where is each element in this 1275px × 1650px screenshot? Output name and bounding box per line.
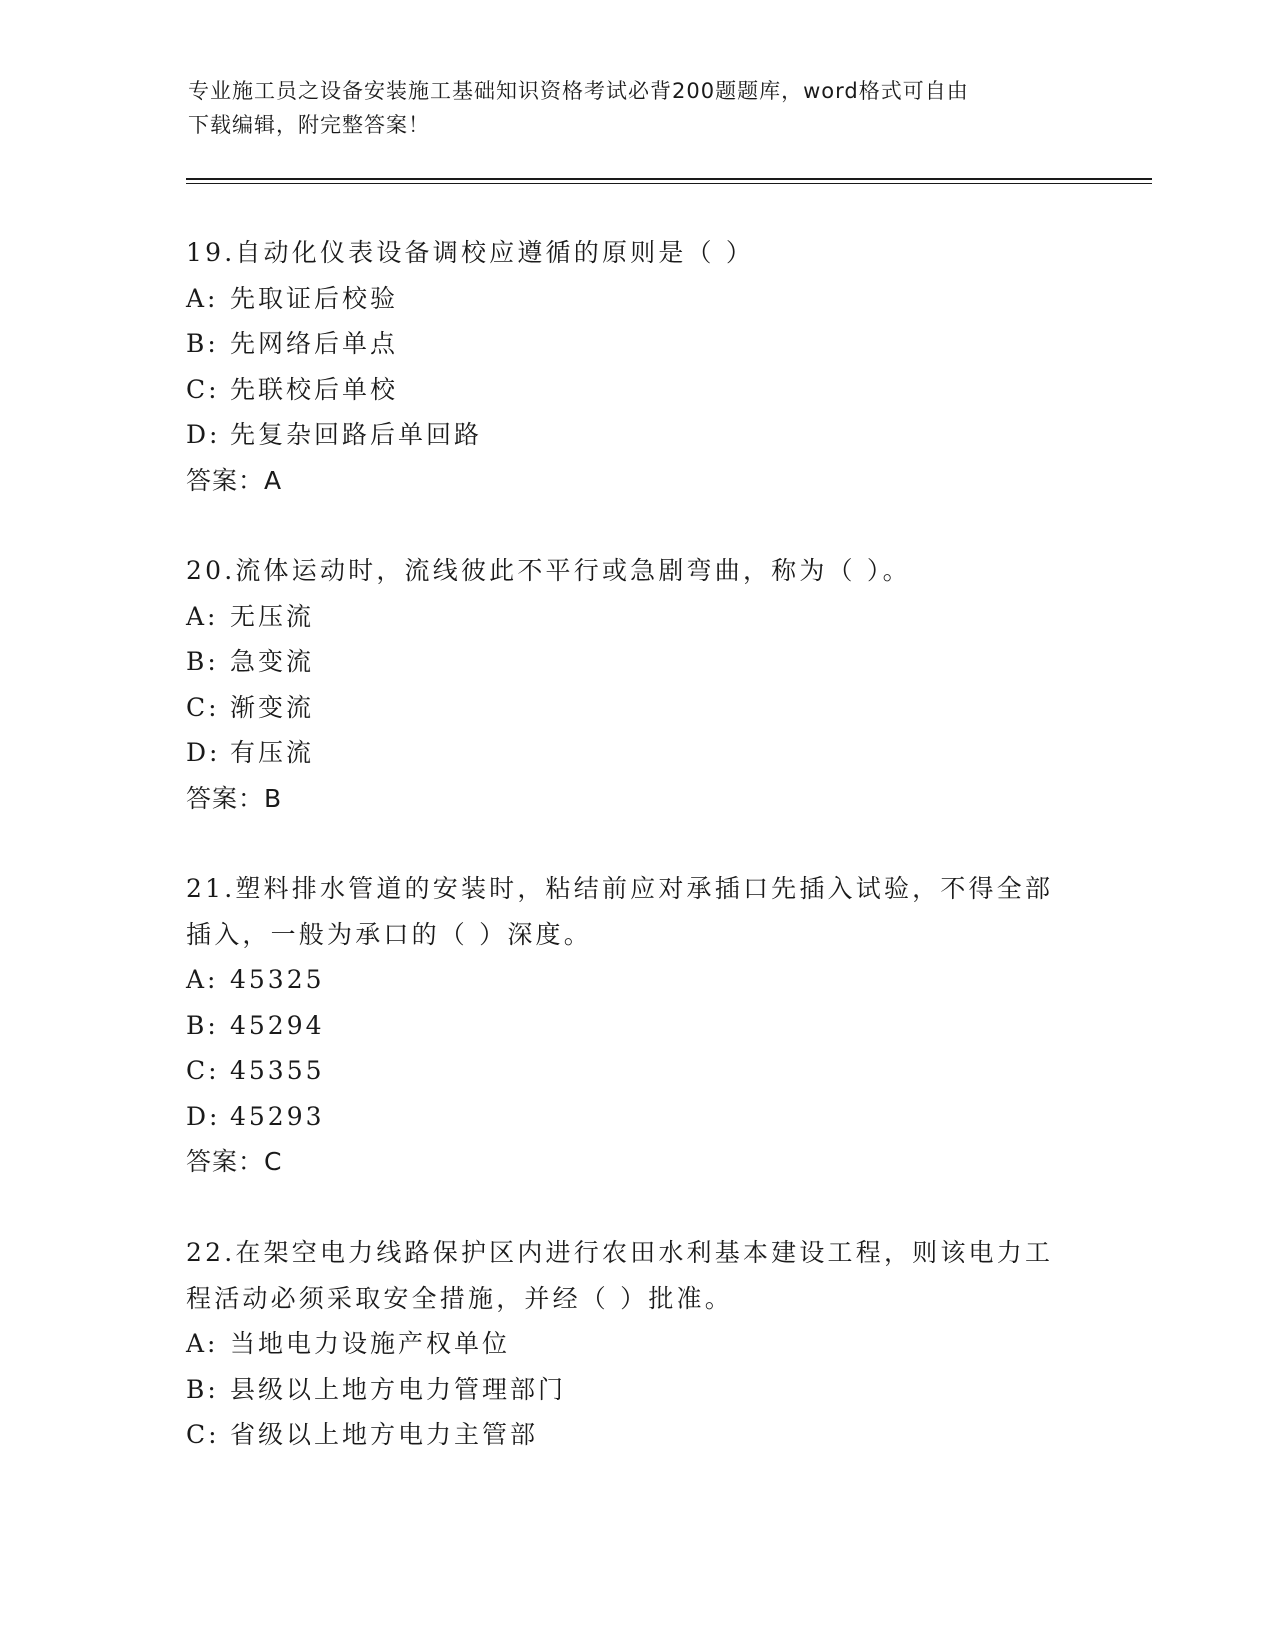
option-text: 当地电力设施产权单位 [230,1329,511,1358]
document-header [188,74,1068,142]
option-text: 45325 [230,965,325,994]
option-a [186,594,1086,640]
stem-line: 程活动必须采取安全措施，并经（ ）批准。 [186,1283,733,1313]
question-stem [186,548,1086,594]
option-letter: B: [186,329,219,358]
stem-line: 20.流体运动时，流线彼此不平行或急剧弯曲，称为（ ）。 [186,556,911,585]
header-line-2: 下载编辑，附完整答案！ [188,113,430,137]
question-stem [186,230,1086,276]
option-letter: C: [186,374,220,404]
option-letter: A: [186,965,219,994]
question-stem [186,1230,1086,1321]
question-stem [186,866,1086,957]
option-b [186,321,1086,367]
header-divider-thin [186,183,1152,184]
stem-line: 22.在架空电力线路保护区内进行农田水利基本建设工程，则该电力工 [186,1238,1054,1267]
header-line-1: 专业施工员之设备安装施工基础知识资格考试必背200题题库，word格式可自由 [188,79,969,103]
option-text: 45294 [230,1010,325,1040]
question-21 [186,866,1086,1185]
option-text: 先联校后单校 [230,374,399,404]
stem-line: 插入，一般为承口的（ ）深度。 [186,919,592,949]
question-22 [186,1230,1086,1458]
option-text: 县级以上地方电力管理部门 [230,1374,567,1404]
option-letter: D: [186,738,221,767]
option-text: 先网络后单点 [230,329,399,358]
option-c [186,1048,1086,1094]
option-letter: C: [186,692,220,722]
stem-line: 21.塑料排水管道的安装时，粘结前应对承插口先插入试验，不得全部 [186,874,1054,903]
option-text: 急变流 [230,647,315,676]
option-b [186,1003,1086,1049]
option-c [186,685,1086,731]
option-text: 省级以上地方电力主管部 [230,1420,539,1449]
question-19 [186,230,1086,503]
option-text: 有压流 [230,738,315,767]
option-text: 无压流 [230,601,315,631]
answer-line: 答案：C [186,1147,283,1176]
option-d [186,412,1086,458]
option-text: 渐变流 [230,692,315,722]
option-c [186,1412,1086,1458]
option-d [186,730,1086,776]
stem-line: 19.自动化仪表设备调校应遵循的原则是（ ） [186,238,755,267]
option-letter: B: [186,1010,219,1040]
option-a [186,276,1086,322]
option-b [186,639,1086,685]
question-20 [186,548,1086,821]
option-letter: C: [186,1420,220,1449]
option-c [186,367,1086,413]
answer-line: 答案：B [186,783,283,813]
option-text: 先复杂回路后单回路 [230,420,483,449]
option-letter: A: [186,601,219,631]
option-text: 45355 [230,1056,325,1085]
option-letter: B: [186,1374,219,1404]
option-letter: D: [186,420,221,449]
option-text: 先取证后校验 [230,283,399,313]
answer-line: 答案：A [186,465,283,495]
option-b [186,1367,1086,1413]
option-letter: B: [186,647,219,676]
option-letter: A: [186,283,219,313]
option-a [186,1321,1086,1367]
option-letter: C: [186,1056,220,1085]
option-d [186,1094,1086,1140]
option-a [186,957,1086,1003]
option-text: 45293 [230,1101,325,1131]
option-letter: D: [186,1101,221,1131]
header-divider [186,178,1152,180]
option-letter: A: [186,1329,219,1358]
